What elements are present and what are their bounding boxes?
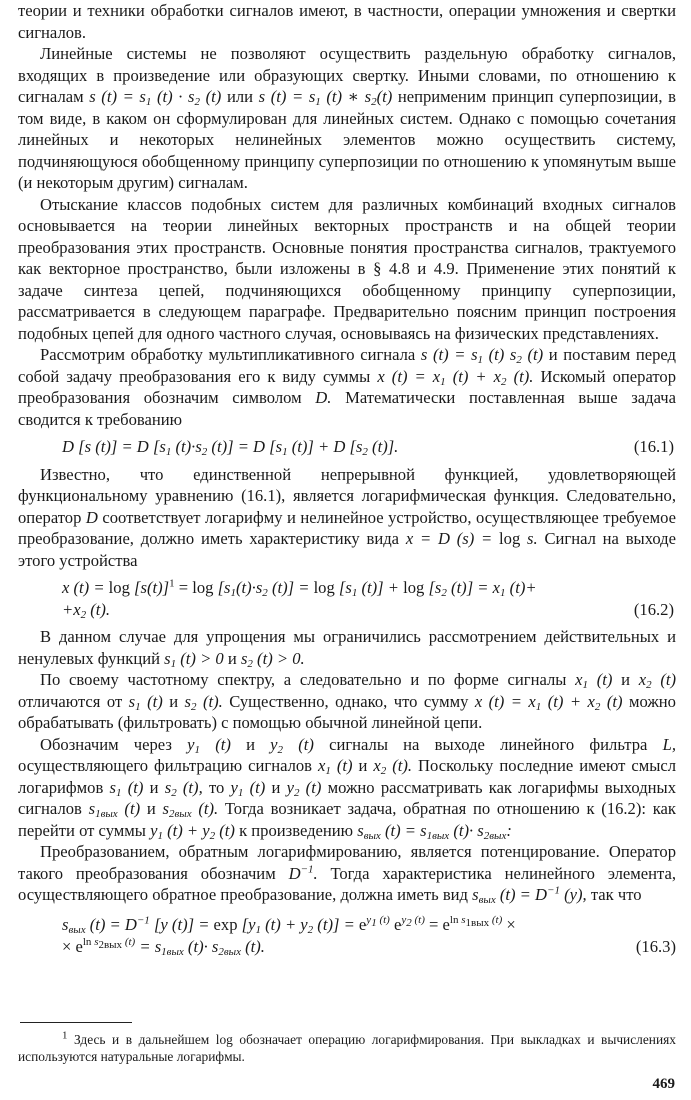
footnote-divider [20, 1022, 132, 1023]
paragraph: теории и техники обработки сигналов имеют, в частности, операции умножения и свертки сигналов. [18, 1, 676, 42]
paragraph: Отыскание классов подобных систем для различных комбинаций входных сигналов основывается на теории линейных векторных пространств и на общей теории преобразования этих пространств. Основные понятия пространства сигналов, трактуемого как векторное пространство, были изложены в § 4.8 и 4.9. Применение этих понятий к задаче синтеза цепей, подчиняющихся обобщенному принципу суперпозиции, рассматривается в следующем параграфе. Предварительно поясним принцип построения подобных цепей для одного частного случая, основываясь на физических представлениях. [18, 194, 676, 343]
equation-16-2: x $(t) = \log [s(t)]^1 = \log [s_1(t)\cdot s_2$ $(t)] = \log [s_1$ $(t)] + \log [s_2$ $(t)] = x_1$ (t)+ $+x_2$ (t). (16.2) [62, 577, 674, 621]
paragraph: Линейные системы не позволяют осуществить раздельную обработку сигналов, входящих в произведение или образующих свертку. Иными словами, по отношению к сигналам s $(t) = s_1$ $(t) \cdot s_2$ (t) или s $(t) = s_1$ (t) ∗ $s_2(t)$ неприменим принцип суперпозиции, в том виде, в каком он сформулирован для линейных систем. Однако с помощью сочетания линейных и некоторых нелинейных элементов можно осуществить систему, подчиняющуюся обобщенному принципу суперпозиции по отношению к упомянутым выше (и некоторым другим) сигналам. [18, 44, 676, 192]
equation-number: (16.1) [633, 437, 674, 456]
equation-16-3: $s_{вых}$ $(t) = D^{-1}$ [y $(t)] = \exp [y_1$ $(t) + y_2$ $(t)] = e^{y_1 (t)}$ $e^{y_2 (t)} = e^{ln s_{1вых} (t)}$ × × $e^{ln s_{2вых} (t)} = s_{1вых}$ $(t)\cdot s_{2вых}$ (t). (16.3) [62, 913, 676, 958]
equation-16-1: D [s (t)] = D [$s_1$ $(t)\cdot s_2$ (t)] = D [$s_1$ (t)] + D [$s_2$ (t)]. (16.1) [62, 437, 674, 458]
paragraph: Рассмотрим обработку мультипликативного сигнала s $(t) = s_1$ (t) $s_2$ (t) и поставим перед собой задачу преобразования его к виду суммы x $(t) = x_1$ $(t) + x_2$ (t). Искомый оператор преобразования обозначим символом D. Математически поставленная выше задача сводится к требованию [18, 345, 677, 429]
paragraph: Известно, что единственной непрерывной функцией, удовлетворяющей функциональному уравнению (16.1), является логарифмическая функция. Следовательно, оператор D соответствует логарифму и нелинейное устройство, осуществляющее требуемое преобразование, должно иметь характеристику вида x = D (s) = log s. Сигнал на выходе этого устройства [18, 464, 676, 570]
paragraph: В данном случае для упрощения мы ограничились рассмотрением действительных и ненулевых функций $s_1$ (t) > 0 и $s_2$ (t) > 0. [18, 627, 676, 670]
footnote: $^1$ Здесь и в дальнейшем log обозначает операцию логарифмирования. При выкладках и вычислениях используются натуральные логарифмы. [18, 1029, 676, 1064]
equation-number: (16.3) [635, 936, 676, 956]
paragraph: Преобразованием, обратным логарифмированию, является потенцирование. Оператор такого преобразования обозначим $D^{-1}$. Тогда характеристика нелинейного элемента, осуществляющего обратное преобразование, должна иметь вид $s_{вых}$ $(t) = D^{-1}$ (y), так что [18, 842, 677, 906]
paragraph: Обозначим через $y_1$ (t) и $y_2$ (t) сигналы на выходе линейного фильтра L, осуществляющего фильтрацию сигналов $x_1$ (t) и $x_2$ (t). Поскольку последние имеют смысл логарифмов $s_1$ (t) и $s_2$ (t), то $y_1$ (t) и $y_2$ (t) можно рассматривать как логарифмы выходных сигналов $s_{1вых}$ (t) и $s_{2вых}$ (t). Тогда возникает задача, обратная по отношению к (16.2): как перейти от суммы $y_1$ $(t) + y_2$ (t) к произведению $s_{вых}$ $(t) = s_{1вых}$ $(t)\cdot s_{2вых}$: [18, 734, 677, 842]
page-number: 469 [652, 1076, 675, 1092]
equation-number: (16.2) [633, 599, 674, 619]
page-body [18, 0, 676, 964]
paragraph: По своему частотному спектру, а следовательно и по форме сигналы $x_1$ (t) и $x_2$ (t) отличаются от $s_1$ (t) и $s_2$ (t). Существенно, однако, что сумму x $(t) = x_1$ $(t) + x_2$ (t) можно обрабатывать (фильтровать) с помощью обычной линейной цепи. [18, 670, 677, 732]
